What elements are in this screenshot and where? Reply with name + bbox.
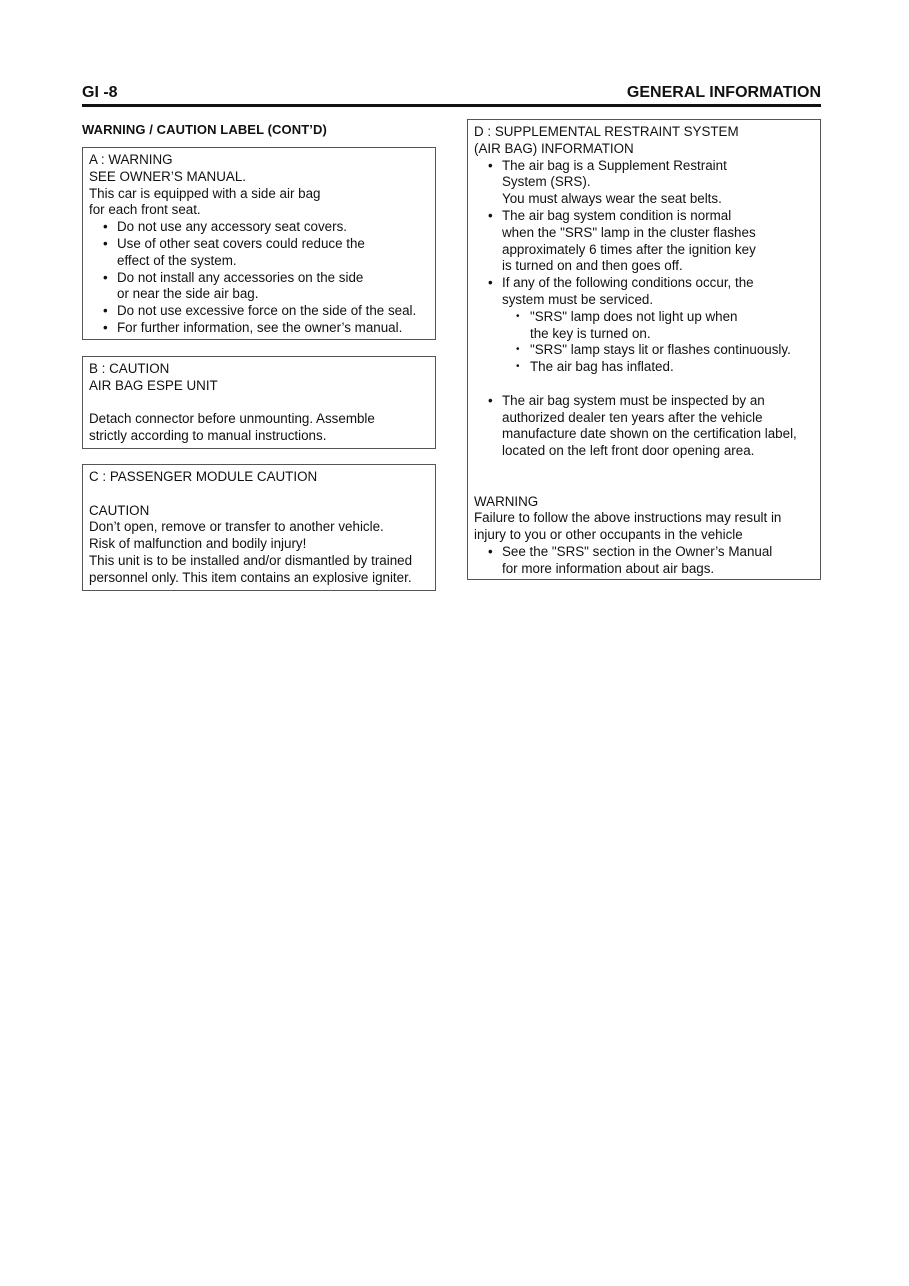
box-d-bullet-list <box>474 158 814 376</box>
box-c-title: C : PASSENGER MODULE CAUTION <box>89 469 318 484</box>
page-header <box>82 84 821 106</box>
list-item: • Do not use excessive force on the side of the seal. <box>89 303 429 320</box>
label-box-a-warning <box>82 147 436 340</box>
box-c-line: personnel only. This item contains an explosive igniter. <box>89 569 412 585</box>
list-item: • If any of the following conditions occur, the system must be serviced. <box>474 275 814 309</box>
header-rule <box>82 104 821 107</box>
list-item: • For further information, see the owner’s manual. <box>89 320 429 337</box>
page-number: GI -8 <box>82 84 118 101</box>
sub-list-item: • "SRS" lamp does not light up when the key is turned on. <box>474 309 814 343</box>
label-box-c-passenger-module <box>82 464 436 591</box>
sub-list-item: • The air bag has inflated. <box>474 359 814 376</box>
label-box-d-srs-information <box>467 119 821 580</box>
box-b-line: strictly according to manual instructions. <box>89 428 327 444</box>
box-b-line: AIR BAG ESPE UNIT <box>89 377 218 393</box>
list-item: • The air bag system condition is normal when the "SRS" lamp in the cluster flashes approximately 6 times after the ignition key is turned on and then goes off. <box>474 208 814 275</box>
box-d-title: D : SUPPLEMENTAL RESTRAINT SYSTEM <box>474 124 739 139</box>
box-c-line: Risk of malfunction and bodily injury! <box>89 536 307 552</box>
list-item: • Do not use any accessory seat covers. <box>89 219 429 236</box>
list-item: • The air bag is a Supplement Restraint System (SRS). You must always wear the seat belts. <box>474 158 814 208</box>
box-d-warning-line: Failure to follow the above instructions may result in <box>474 510 782 526</box>
box-d-warning-title: WARNING <box>474 493 539 509</box>
box-a-line: for each front seat. <box>89 202 201 218</box>
sub-list-item: • "SRS" lamp stays lit or flashes continuously. <box>474 342 814 359</box>
sub-heading: WARNING / CAUTION LABEL (CONT’D) <box>82 122 327 137</box>
box-c-caution: CAUTION <box>89 502 150 518</box>
list-item: • See the "SRS" section in the Owner’s Manual for more information about air bags. <box>474 544 814 578</box>
box-a-bullet-list <box>89 219 429 337</box>
box-c-line: Don’t open, remove or transfer to another vehicle. <box>89 519 384 535</box>
list-item: • Do not install any accessories on the side or near the side air bag. <box>89 270 429 304</box>
section-title: GENERAL INFORMATION <box>626 84 821 101</box>
box-d-warning-list <box>474 544 814 578</box>
box-d-title: (AIR BAG) INFORMATION <box>474 140 634 156</box>
label-box-b-caution <box>82 356 436 449</box>
box-c-line: This unit is to be installed and/or dismantled by trained <box>89 552 413 568</box>
box-a-title: A : WARNING <box>89 152 173 167</box>
list-item: • Use of other seat covers could reduce the effect of the system. <box>89 236 429 270</box>
box-b-line: Detach connector before unmounting. Assemble <box>89 411 375 427</box>
box-d-warning-line: injury to you or other occupants in the vehicle <box>474 527 743 543</box>
list-item: • The air bag system must be inspected by an authorized dealer ten years after the vehicle manufacture date shown on the certification label, located on the left front door opening area. <box>474 393 814 460</box>
box-a-line: This car is equipped with a side air bag <box>89 185 321 201</box>
box-b-title: B : CAUTION <box>89 361 170 376</box>
box-d-bullet-list-2 <box>474 393 814 460</box>
box-a-line: SEE OWNER’S MANUAL. <box>89 168 246 184</box>
